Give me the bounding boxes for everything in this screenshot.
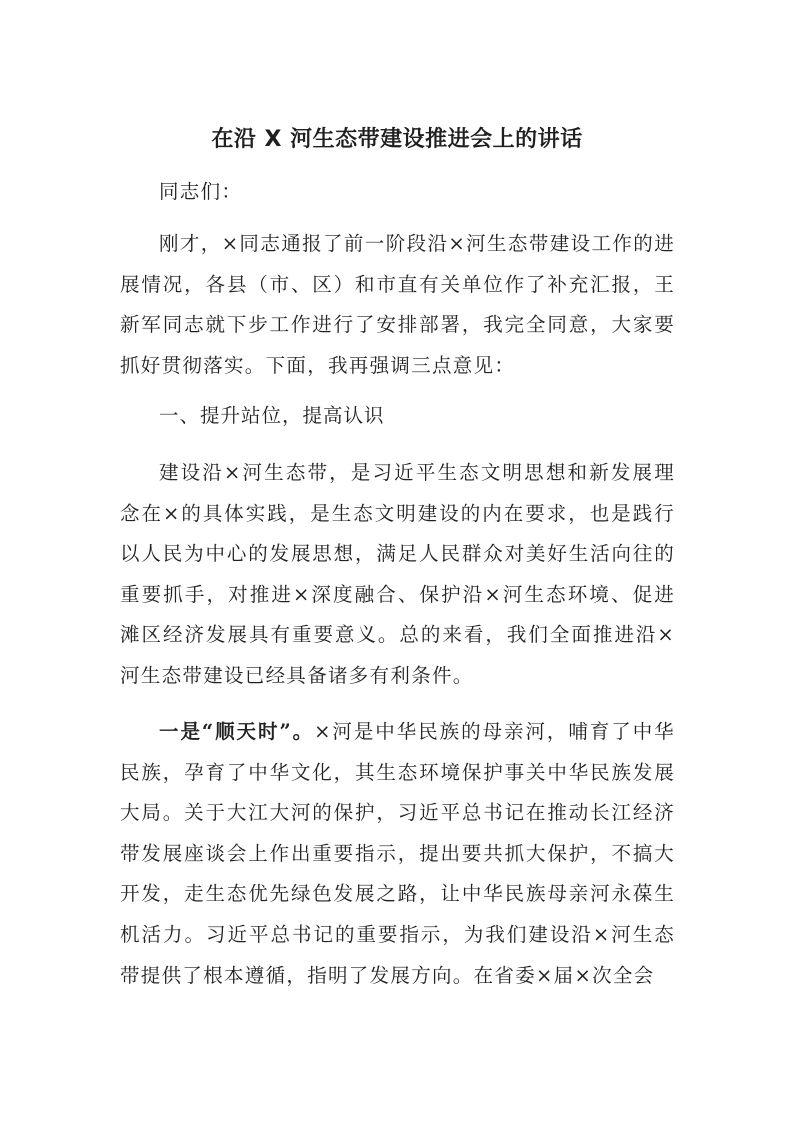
page-title: 在沿 X 河生态带建设推进会上的讲话 [211, 127, 583, 152]
salutation [120, 172, 675, 213]
point-one-lead: 一是“顺天时”。 [159, 720, 315, 743]
page-bottom-margin [0, 1000, 794, 1123]
paragraph-intro-text: 刚才，×同志通报了前一阶段沿×河生态带建设工作的进展情况，各县（市、区）和市直有关单位作了补充汇报，王新军同志就下步工作进行了安排部署，我完全同意，大家要抓好贯彻落实。下面，我再强调三点意见： [120, 232, 675, 377]
paragraph-intro [120, 224, 675, 386]
salutation-text: 同志们： [159, 180, 243, 203]
paragraph-significance-text: 建设沿×河生态带，是习近平生态文明思想和新发展理念在×的具体实践，是生态文明建设的内在要求，也是践行以人民为中心的发展思想，满足人民群众对美好生活向往的重要抓手，对推进×深度融合、保护沿×河生态环境、促进滩区经济发展具有重要意义。总的来看，我们全面推进沿×河生态带建设已经具备诸多有利条件。 [120, 461, 675, 687]
paragraph-point-one [120, 712, 675, 996]
point-one-body: ×河是中华民族的母亲河，哺育了中华民族，孕育了中华文化，其生态环境保护事关中华民族发展大局。关于大江大河的保护，习近平总书记在推动长江经济带发展座谈会上作出重要指示，提出要共抓大保护，不搞大开发，走生态优先绿色发展之路，让中华民族母亲河永葆生机活力。习近平总书记的重要指示，为我们建设沿×河生态带提供了根本遵循，指明了发展方向。在省委×届×次全会 [120, 720, 675, 987]
section-heading-1: 一、提升站位，提高认识 [159, 404, 385, 427]
paragraph-point-one-text [120, 712, 675, 996]
paragraph-significance [120, 453, 675, 697]
